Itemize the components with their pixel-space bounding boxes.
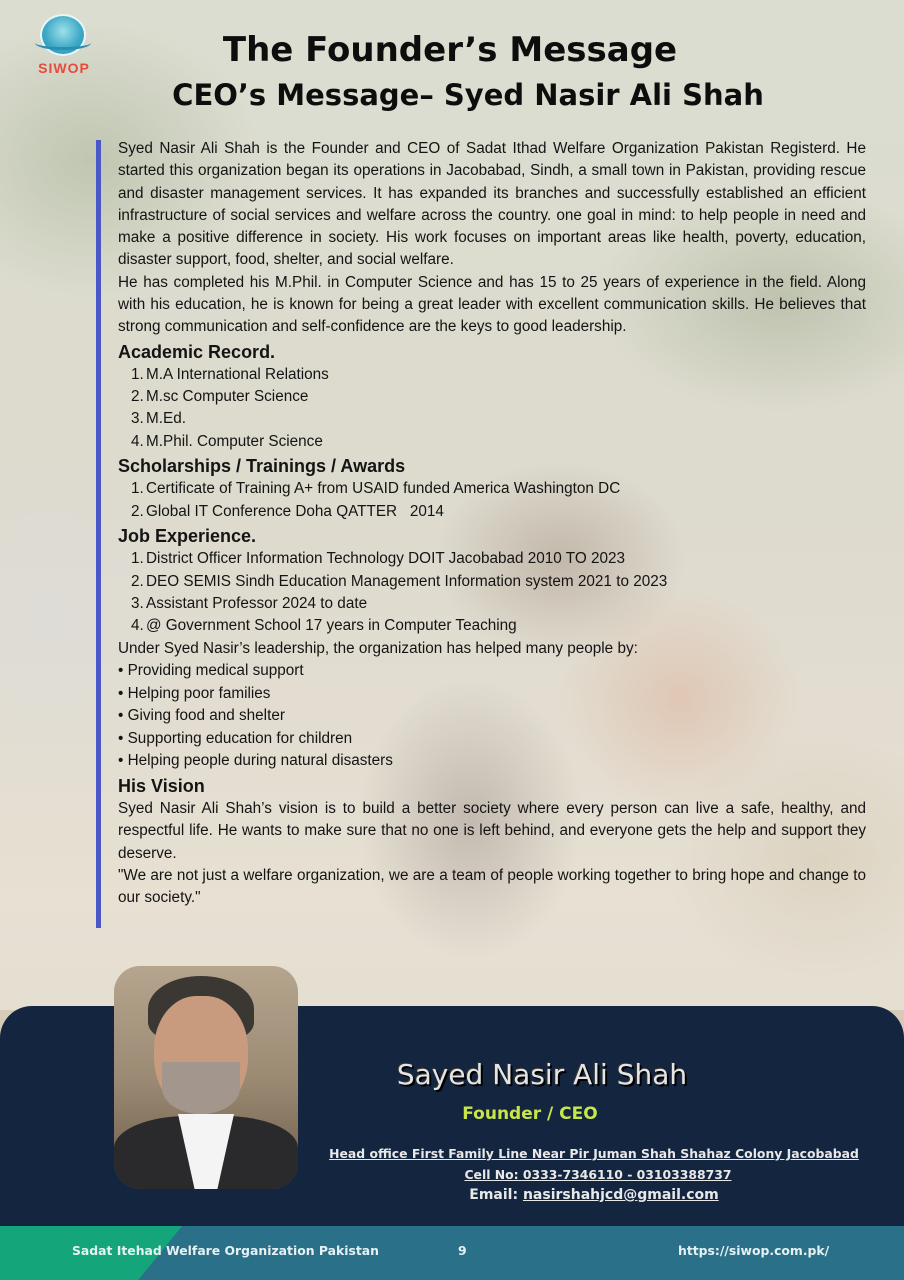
list-item: 2. DEO SEMIS Sindh Education Management Information system 2021 to 2023 [131,572,668,590]
awards-heading: Scholarships / Trainings / Awards [118,456,406,477]
founder-role: Founder / CEO [462,1104,598,1124]
list-item: • Helping poor families [118,684,271,702]
list-item: • Giving food and shelter [118,707,285,725]
help-list [118,660,866,773]
email-line [290,1187,898,1203]
founder-name: Sayed Nasir Ali Shah [396,1058,688,1091]
list-item: 4. @ Government School 17 years in Computer Teaching [131,617,517,635]
message-content [118,138,866,909]
intro-paragraph: Syed Nasir Ali Shah is the Founder and CEO of Sadat Ithad Welfare Organization Pakistan Registerd. He started this organization began its operations in Jacobabad, Sindh, a small town in Pakistan, providing rescue and disaster management services. It has expanded its branches and successfully established an efficient infrastructure of social services and welfare across the country. one goal in mind: to help people in need and make a positive difference in society. His work focuses on important areas like health, poverty, education, disaster support, food, shelter, and social welfare. [118,140,866,269]
academic-list [131,364,866,454]
list-item: 1. District Officer Information Technology DOIT Jacobabad 2010 TO 2023 [131,550,625,568]
list-item: 2. Global IT Conference Doha QATTER 2014 [131,502,444,520]
accent-bar [96,140,101,928]
office-address: Head office First Family Line Near Pir Juman Shah Shahaz Colony Jacobabad [329,1146,859,1161]
website-link[interactable]: https://siwop.com.pk/ [678,1243,830,1258]
email-label: Email: [469,1187,519,1203]
vision-paragraph: Syed Nasir Ali Shah’s vision is to build a better society where every person can live a safe, healthy, and respectful life. He wants to make sure that no one is left behind, and everyone gets the help and support they deserve. [118,800,866,862]
academic-heading: Academic Record. [118,341,276,362]
cell-number: Cell No: 0333-7346110 - 03103388737 [464,1167,732,1182]
list-item: 3. M.Ed. [131,410,186,428]
list-item: • Supporting education for children [118,729,353,747]
page-number: 9 [458,1243,467,1258]
list-item: • Providing medical support [118,662,304,680]
awards-list [131,478,866,523]
logo-text: SIWOP [38,60,90,76]
help-intro: Under Syed Nasir’s leadership, the organization has helped many people by: [118,639,638,657]
footer-org-name: Sadat Itehad Welfare Organization Pakistan [72,1243,379,1258]
list-item: 1. Certificate of Training A+ from USAID funded America Washington DC [131,480,621,498]
page-title: The Founder’s Message [222,30,678,70]
jobs-list [131,548,866,638]
jobs-heading: Job Experience. [118,526,257,547]
vision-quote: "We are not just a welfare organization, we are a team of people working together to bring hope and change to our society." [118,866,866,907]
list-item: 3. Assistant Professor 2024 to date [131,594,368,612]
list-item: 2. M.sc Computer Science [131,388,309,406]
vision-heading: His Vision [118,776,205,796]
list-item: 4. M.Phil. Computer Science [131,432,323,450]
list-item: 1. M.A International Relations [131,365,329,383]
list-item: • Helping people during natural disasters [118,752,393,770]
founder-photo [114,966,298,1189]
email-link[interactable]: nasirshahjcd@gmail.com [522,1187,719,1203]
intro-paragraph: He has completed his M.Phil. in Computer Science and has 15 to 25 years of experience in the field. Along with his education, he is known for being a great leader with excellent communication skills. He believes that strong communication and self-confidence are the keys to good leadership. [118,273,866,336]
page-subtitle: CEO’s Message– Syed Nasir Ali Shah [172,78,764,112]
